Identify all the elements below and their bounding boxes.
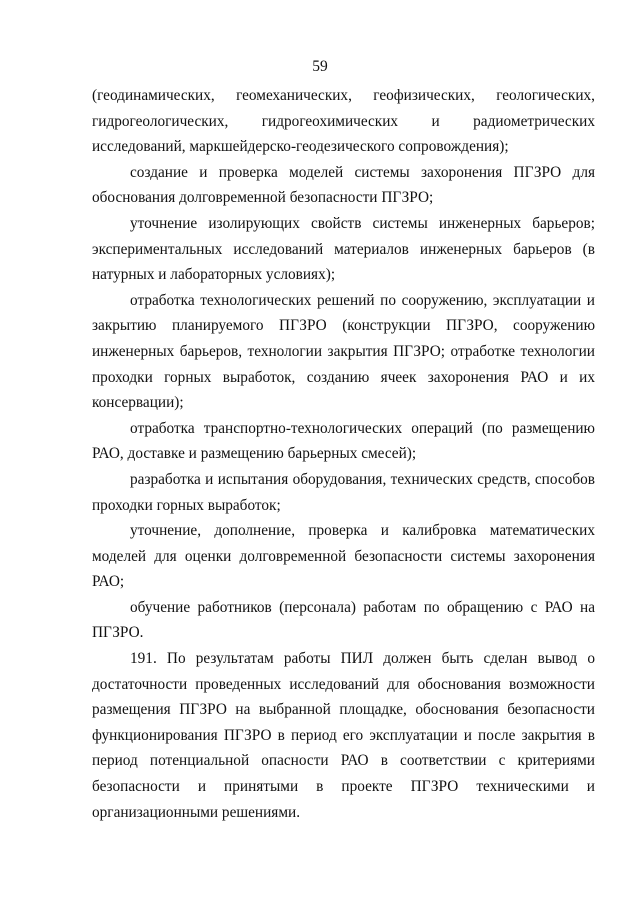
list-item-equipment-testing: разработка и испытания оборудования, технических средств, способов проходки горных выработок; bbox=[92, 470, 595, 514]
list-item-math-models: уточнение, дополнение, проверка и калибровка математических моделей для оценки долговременной безопасности системы захоронения РАО; bbox=[92, 522, 595, 591]
document-body bbox=[92, 83, 595, 825]
list-item-transport-operations: отработка транспортно-технологических операций (по размещению РАО, доставке и размещению барьерных смесей); bbox=[92, 419, 595, 463]
list-item-technology-solutions: отработка технологических решений по сооружению, эксплуатации и закрытию планируемого ПГЗРО (конструкции ПГЗРО, сооружению инженерных барьеров, технологии закрытия ПГЗРО; отработке технологии проходки горных выработок, созданию ячеек захоронения РАО и их консервации); bbox=[92, 291, 595, 412]
page-number: 59 bbox=[312, 58, 328, 75]
list-item-barrier-properties: уточнение изолирующих свойств системы инженерных барьеров; экспериментальных исследований материалов инженерных барьеров (в натурных и лабораторных условиях); bbox=[92, 214, 595, 284]
list-item-models: создание и проверка моделей системы захоронения ПГЗРО для обоснования долговременной безопасности ПГЗРО; bbox=[92, 163, 595, 207]
list-item-staff-training: обучение работников (персонала) работам по обращению с РАО на ПГЗРО. bbox=[92, 598, 595, 642]
paragraph-continuation: (геодинамических, геомеханических, геофизических, геологических, гидрогеологических, гидрогеохимических и радиометрических исследований, маркшейдерско-геодезического сопровождения); bbox=[92, 87, 595, 156]
clause-191: 191. По результатам работы ПИЛ должен быть сделан вывод о достаточности проведенных исследований для обоснования возможности размещения ПГЗРО на выбранной площадке, обоснования безопасности функционирования ПГЗРО в период его эксплуатации и после закрытия в период потенциальной опасности РАО в соответствии с критериями безопасности и принятыми в проекте ПГЗРО техническими и организационными решениями. bbox=[92, 650, 595, 821]
